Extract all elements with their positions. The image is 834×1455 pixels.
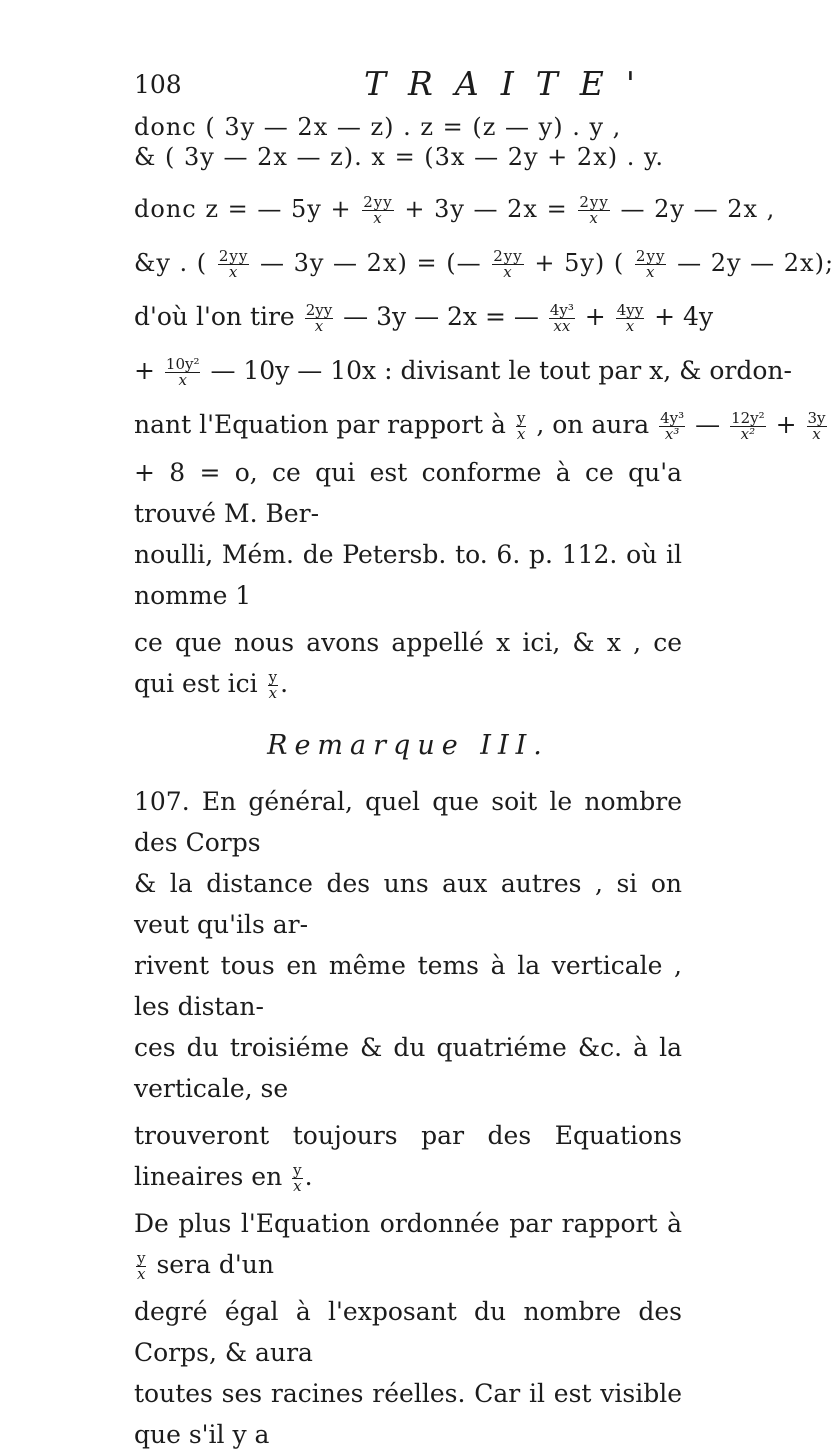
equation-text: & ( 3y — 2x — z). x = (3x — 2y + 2x) . y. (134, 143, 664, 171)
fraction (292, 1163, 302, 1194)
fraction-numerator: 2yy (635, 247, 666, 265)
paragraph-line: rivent tous en même tems à la verticale , les distan- (134, 951, 682, 1021)
fraction-numerator: 2yy (218, 247, 249, 265)
paragraph-line: ces du troisiéme & du quatriéme &c. à la verticale, se (134, 1033, 682, 1103)
fraction-numerator: 4y³ (549, 301, 574, 319)
fraction-denominator: x (137, 1265, 146, 1283)
equation-text: &y . ( (134, 249, 208, 277)
fraction-denominator: x (373, 209, 383, 227)
text-segment: d'où l'on tire (134, 302, 295, 331)
fraction (136, 1251, 146, 1282)
paragraph-line: degré égal à l'exposant du nombre des Corps, & aura (134, 1297, 682, 1367)
section-heading: Remarque III. (267, 730, 549, 761)
text-segment: . (304, 1162, 313, 1191)
fraction-denominator: x² (740, 425, 756, 443)
text-segment: sera d'un (156, 1250, 274, 1279)
fraction-denominator: x (645, 263, 656, 281)
fraction-denominator: x (314, 317, 324, 335)
fraction (218, 249, 250, 280)
text-segment: + (134, 356, 155, 385)
text-segment: , on aura (536, 410, 650, 439)
fraction-denominator: x (625, 317, 635, 335)
running-title: TRAITE' (364, 64, 657, 103)
paragraph-line (134, 1203, 682, 1285)
fraction-denominator: x³ (664, 425, 680, 443)
text-segment: trouveront toujours par des Equations lineaires en (134, 1121, 682, 1191)
fraction-denominator: x (503, 263, 513, 281)
fraction-numerator: 2yy (579, 193, 609, 211)
fraction-denominator: x (228, 263, 239, 281)
fraction (549, 303, 575, 334)
page-body (134, 112, 834, 1455)
equation-text: + 3y — 2x = (404, 195, 568, 223)
text-segment: + (584, 302, 606, 331)
equation-text: + 5y) ( (534, 249, 625, 277)
equation-text: donc z = — 5y + (134, 195, 352, 223)
paragraph-line: 107. En général, quel que soit le nombre des Corps (134, 787, 682, 857)
paragraph-line: & la distance des uns aux autres , si on veut qu'ils ar- (134, 869, 682, 939)
fraction-denominator: x (589, 209, 599, 227)
paragraph-107 (134, 781, 682, 1455)
fraction (635, 249, 667, 280)
text-segment: — 3y — 2x = — (343, 302, 539, 331)
equation-line-1 (134, 112, 682, 142)
paragraph-line (134, 1115, 682, 1197)
fraction-numerator: 2yy (493, 247, 523, 265)
fraction-numerator: y (268, 668, 278, 686)
fraction (578, 195, 610, 226)
fraction-denominator: x (178, 371, 187, 389)
fraction-numerator: 4y³ (660, 409, 685, 427)
fraction (730, 411, 766, 442)
text-segment: ce que nous avons appellé x ici, & x , ce qui est ici (134, 628, 682, 698)
page-header (134, 64, 694, 104)
fraction-numerator: 3y (807, 409, 826, 427)
text-line-8 (134, 452, 682, 534)
fraction-denominator: x (268, 684, 278, 702)
fraction-denominator: x (516, 425, 526, 443)
text-segment: — 10y — 10x : divisant le tout par x, & ordon- (210, 356, 792, 385)
text-segment: noulli, Mém. de Petersb. to. 6. p. 112. où il nomme 1 (134, 540, 682, 610)
fraction-numerator: 2yy (363, 193, 393, 211)
fraction-numerator: y (137, 1249, 146, 1267)
fraction-denominator: x (812, 425, 821, 443)
fraction-denominator: x (293, 1177, 302, 1195)
text-line-6 (134, 355, 792, 389)
text-line-10 (134, 622, 682, 704)
fraction (362, 195, 394, 226)
equation-line-3 (134, 193, 776, 227)
equation-text: — 2y — 2x); (677, 249, 834, 277)
text-segment: nant l'Equation par rapport à (134, 410, 506, 439)
fraction-numerator: 12y² (731, 409, 765, 427)
fraction (492, 249, 524, 280)
fraction-numerator: 10y² (165, 355, 200, 373)
text-line-5 (134, 301, 714, 335)
equation-text: — 2y — 2x , (620, 195, 776, 223)
fraction (165, 357, 201, 388)
fraction (616, 303, 645, 334)
fraction (305, 303, 334, 334)
fraction-numerator: 2yy (305, 301, 333, 319)
text-segment: . (280, 669, 289, 698)
page-number: 108 (134, 70, 182, 99)
equation-line-2 (134, 142, 682, 172)
text-segment: De plus l'Equation ordonnée par rapport à (134, 1209, 682, 1238)
text-segment: + (775, 410, 797, 439)
text-line-7 (134, 409, 826, 443)
equation-text: — 3y — 2x) = (— (259, 249, 482, 277)
fraction-denominator: xx (553, 317, 571, 335)
equation-line-4 (134, 247, 834, 281)
text-segment: — (695, 410, 721, 439)
paragraph-line: toutes ses racines réelles. Car il est visible que s'il y a (134, 1379, 682, 1449)
fraction (659, 411, 685, 442)
fraction-numerator: y (516, 409, 526, 427)
fraction-numerator: 4yy (616, 301, 644, 319)
fraction-numerator: y (293, 1161, 302, 1179)
text-segment: + 8 = o, ce qui est conforme à ce qu'a trouvé M. Ber- (134, 458, 682, 528)
equation-text: donc ( 3y — 2x — z) . z = (z — y) . y , (134, 113, 622, 141)
text-line-9 (134, 534, 682, 616)
fraction (268, 670, 278, 701)
fraction (516, 411, 526, 442)
text-segment: + 4y (654, 302, 714, 331)
fraction (807, 411, 827, 442)
